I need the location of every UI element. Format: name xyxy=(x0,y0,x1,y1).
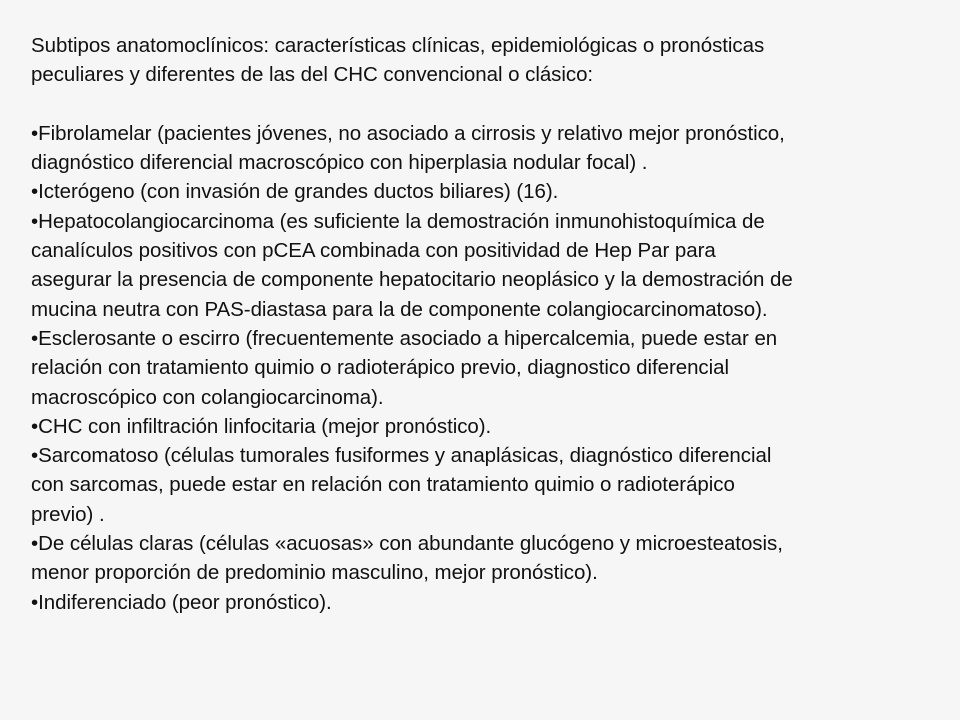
bullet-line: relación con tratamiento quimio o radioterápico previo, diagnostico diferencial xyxy=(31,356,729,380)
bullet-item-celulas-claras xyxy=(31,529,940,588)
bullet-line: •Fibrolamelar (pacientes jóvenes, no asociado a cirrosis y relativo mejor pronóstico, xyxy=(31,121,785,145)
bullet-line: asegurar la presencia de componente hepatocitario neoplásico y la demostración de xyxy=(31,268,793,292)
intro-line: peculiares y diferentes de las del CHC convencional o clásico: xyxy=(31,63,594,87)
bullet-line: •Sarcomatoso (células tumorales fusiformes y anaplásicas, diagnóstico diferencial xyxy=(31,444,772,468)
bullet-line: previo) . xyxy=(31,502,105,526)
bullet-line: •Icterógeno (con invasión de grandes ductos biliares) (16). xyxy=(31,180,559,204)
bullet-line: mucina neutra con PAS-diastasa para la de componente colangiocarcinomatoso). xyxy=(31,297,768,321)
bullet-line: •Indiferenciado (peor pronóstico). xyxy=(31,590,332,614)
bullet-line: •CHC con infiltración linfocitaria (mejor pronóstico). xyxy=(31,414,492,438)
bullet-item-sarcomatoso xyxy=(31,441,940,529)
bullet-item-indiferenciado xyxy=(31,588,940,617)
bullet-item-icterogeno xyxy=(31,177,940,206)
bullet-item-hepatocolangiocarcinoma xyxy=(31,207,940,324)
intro-paragraph xyxy=(31,31,940,90)
bullet-line: con sarcomas, puede estar en relación con tratamiento quimio o radioterápico xyxy=(31,473,735,497)
bullet-line: menor proporción de predominio masculino, mejor pronóstico). xyxy=(31,561,598,585)
bullet-line: •De células claras (células «acuosas» con abundante glucógeno y microesteatosis, xyxy=(31,532,783,556)
bullet-line: macroscópico con colangiocarcinoma). xyxy=(31,385,384,409)
bullet-line: diagnóstico diferencial macroscópico con hiperplasia nodular focal) . xyxy=(31,151,648,175)
bullet-line: •Hepatocolangiocarcinoma (es suficiente la demostración inmunohistoquímica de xyxy=(31,209,765,233)
bullet-item-esclerosante xyxy=(31,324,940,412)
intro-line: Subtipos anatomoclínicos: características clínicas, epidemiológicas o pronósticas xyxy=(31,34,765,57)
bullet-line: canalículos positivos con pCEA combinada con positividad de Hep Par para xyxy=(31,239,716,263)
paragraph-spacer xyxy=(31,90,940,119)
bullet-line: •Esclerosante o escirro (frecuentemente asociado a hipercalcemia, puede estar en xyxy=(31,326,778,350)
bullet-item-infiltracion-linfocitaria xyxy=(31,412,940,441)
bullet-item-fibrolamelar xyxy=(31,119,940,178)
